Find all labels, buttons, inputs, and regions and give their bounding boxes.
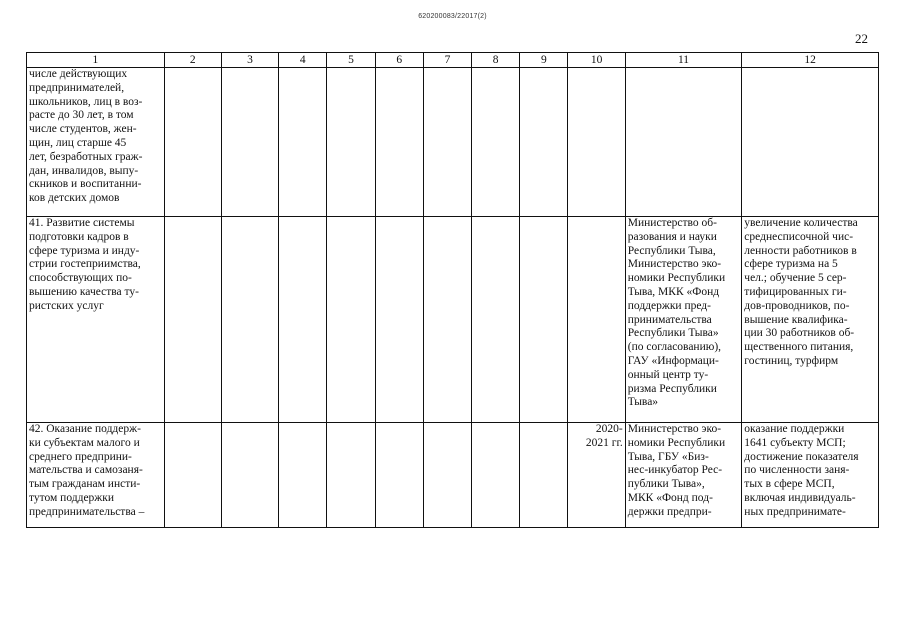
column-header: 2 [164,53,221,68]
responsible-cell [625,423,742,528]
table-row [27,423,879,528]
empty-cell [520,68,568,217]
empty-cell [472,423,520,528]
empty-cell [423,423,471,528]
page-number: 22 [855,31,868,46]
column-header: 5 [327,53,375,68]
empty-cell [520,217,568,423]
column-header: 12 [742,53,879,68]
empty-cell [423,217,471,423]
empty-cell [327,68,375,217]
column-header: 10 [568,53,625,68]
period-cell [568,217,625,423]
empty-cell [327,423,375,528]
empty-cell [375,68,423,217]
empty-cell [279,217,327,423]
column-header: 1 [27,53,165,68]
empty-cell [221,68,278,217]
measure-cell [27,68,165,217]
column-header: 3 [221,53,278,68]
empty-cell [279,68,327,217]
table-row [27,217,879,423]
empty-cell [520,423,568,528]
result-cell [742,217,879,423]
empty-cell [164,68,221,217]
result-text: увеличение количества среднесписочной чис- ленности работников в сфере туризма на 5 чел.; обучение 5 сер- тифицированных ги- дов-проводников, по- вышение квалифика- ции 30 работников об- щественного питания, гостиниц, турфирм [744,217,858,367]
measure-text: 41. Развитие системы подготовки кадров в сфере туризма и инду- стрии гостеприимства, способствующих по- вышению качества ту- ристских услуг [29,217,141,312]
column-header: 6 [375,53,423,68]
table-header-row [27,53,879,68]
empty-cell [164,423,221,528]
empty-cell [279,423,327,528]
result-cell [742,68,879,217]
measure-cell [27,423,165,528]
column-header: 9 [520,53,568,68]
measure-text: числе действующих предпринимателей, школьников, лиц в воз- расте до 30 лет, в том числе студентов, жен- щин, лиц старше 45 лет, безработных граж- дан, инвалидов, выпу- скников и воспитанни- ков детских домов [29,68,143,205]
document-id: 620200083/22017(2) [418,13,487,20]
empty-cell [221,217,278,423]
column-header: 4 [279,53,327,68]
empty-cell [423,68,471,217]
responsible-text: Министерство об- разования и науки Республики Тыва, Министерство эко- номики Республики Тыва, МКК «Фонд поддержки пред- принимательства Республики Тыва» (по согласованию), ГАУ «Информаци- онный центр ту- ризма Республики Тыва» [627,217,726,409]
measure-cell [27,217,165,423]
period-cell [568,68,625,217]
column-header: 7 [423,53,471,68]
period-cell [568,423,625,528]
result-text: оказание поддержки 1641 субъекту МСП; достижение показателя по численности заня- тых в сфере МСП, включая индивидуаль- ных предпринимате- [744,423,859,518]
responsible-text: Министерство эко- номики Республики Тыва, ГБУ «Биз- нес-инкубатор Рес- публики Тыва», МКК «Фонд под- держки предпри- [627,423,726,518]
table-row [27,68,879,217]
empty-cell [472,68,520,217]
empty-cell [327,217,375,423]
column-header: 8 [472,53,520,68]
empty-cell [375,423,423,528]
period-text: 2020- 2021 гг. [585,423,623,449]
responsible-cell [625,217,742,423]
column-header: 11 [625,53,742,68]
responsible-cell [625,68,742,217]
plan-table [26,52,879,528]
empty-cell [221,423,278,528]
result-cell [742,423,879,528]
empty-cell [375,217,423,423]
empty-cell [472,217,520,423]
empty-cell [164,217,221,423]
measure-text: 42. Оказание поддерж- ки субъектам малого и среднего предприни- мательства и самозаня- тым гражданам инсти- тутом поддержки предпринимательства – [29,423,145,518]
